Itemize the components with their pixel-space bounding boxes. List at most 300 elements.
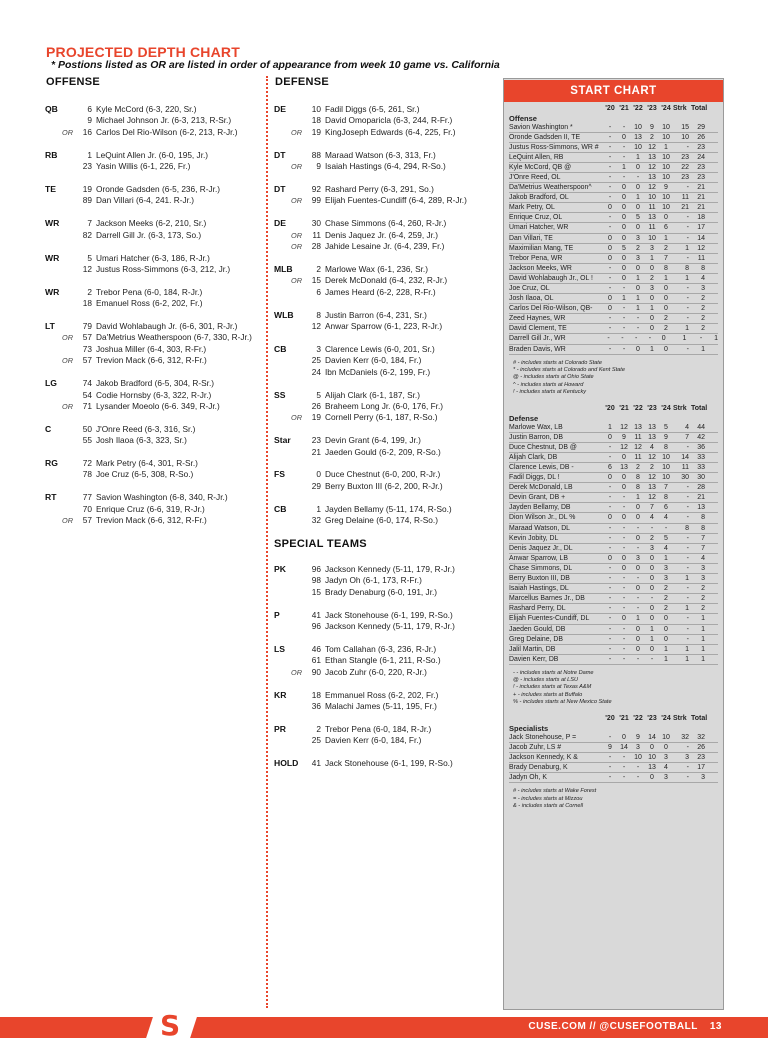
start-cell: Derek McDonald, LB [509, 484, 573, 492]
start-cell: - [648, 335, 652, 343]
or-marker [274, 115, 304, 126]
start-row [509, 503, 718, 513]
start-cell: 0 [636, 345, 640, 353]
or-marker [45, 390, 75, 401]
start-cell: 0 [664, 615, 668, 623]
start-cell: 9 [608, 743, 612, 751]
start-cell: 1 [685, 244, 689, 252]
player-row [274, 104, 489, 115]
player-name: Denis Jaquez Jr. (6-4, 259, Jr.) [325, 229, 438, 240]
start-row [509, 284, 718, 294]
start-cell: 0 [608, 305, 612, 313]
or-marker: OR [291, 276, 302, 286]
start-cell: 10 [662, 153, 670, 161]
start-cell: 2 [664, 585, 668, 593]
start-cell: 2 [636, 244, 640, 252]
start-cell: 0 [622, 204, 626, 212]
start-cell: 21 [697, 204, 705, 212]
start-cell: 36 [697, 443, 705, 451]
start-cell: 26 [697, 743, 705, 751]
start-row [509, 753, 718, 763]
player-row [274, 724, 489, 735]
start-cell: Chase Simmons, DL [509, 564, 573, 572]
start-cell: 2 [701, 295, 705, 303]
start-cell: 1 [664, 655, 668, 663]
player-name: Michael Johnson Jr. (6-3, 213, R-Sr.) [96, 115, 232, 126]
player-name: Carlos Del Rio-Wilson (6-2, 213, R-Jr.) [96, 126, 238, 137]
or-marker [45, 298, 75, 309]
start-cell: - [608, 453, 612, 461]
or-marker [274, 515, 304, 526]
start-cell: 32 [681, 733, 689, 741]
start-cell: - [686, 554, 689, 562]
start-cell: - [608, 534, 612, 542]
player-row [45, 401, 260, 412]
player-name: J'Onre Reed (6-3, 316, Sr.) [96, 423, 196, 434]
player-name: Codie Hornsby (6-3, 322, R-Jr.) [96, 389, 212, 400]
start-row [509, 463, 718, 473]
or-marker [274, 367, 304, 378]
start-cell: 11 [648, 224, 656, 232]
start-cell: - [622, 655, 626, 663]
jersey-number: 25 [311, 355, 321, 366]
start-cell: - [686, 625, 689, 633]
start-cell: 13 [634, 133, 642, 141]
player-row [274, 161, 489, 172]
start-cell: - [622, 625, 626, 633]
start-cell: 23 [697, 163, 705, 171]
player-row [45, 230, 260, 241]
player-row [274, 515, 489, 526]
jersey-number: 5 [316, 389, 321, 400]
start-cell: - [686, 285, 689, 292]
start-cell: 14 [620, 743, 628, 751]
start-cell: 3 [701, 285, 705, 292]
or-marker [274, 287, 304, 298]
start-row [509, 274, 718, 284]
jersey-number: 16 [82, 126, 92, 137]
position-label: DE [274, 104, 286, 114]
start-cell: - [608, 655, 612, 663]
position-label: C [45, 423, 52, 434]
position-group [274, 344, 489, 378]
start-chart-section [504, 104, 723, 402]
note-line: = - includes starts at Mizzou [513, 795, 583, 802]
or-marker [274, 355, 304, 366]
player-row [274, 655, 489, 666]
start-cell: J'Onre Reed, OL [509, 173, 561, 181]
start-cell: 0 [636, 534, 640, 542]
header-cell: '22 [633, 105, 643, 112]
start-cell: 3 [636, 554, 640, 562]
start-cell: - [608, 625, 612, 633]
start-cell: Greg Delaine, DB [509, 635, 564, 643]
note-line: % - includes starts at New Mexico State [513, 699, 612, 706]
start-cell: 8 [701, 524, 705, 532]
start-cell: LeQuint Allen, RB [509, 153, 564, 161]
start-cell: 0 [622, 224, 626, 232]
position-label: TE [45, 183, 56, 194]
section-notes [509, 783, 718, 816]
header-cell: '21 [619, 715, 629, 723]
start-row [509, 544, 718, 554]
start-cell: Jackson Kennedy, K & [509, 754, 578, 762]
header-cell: '22 [633, 715, 643, 723]
start-cell: 17 [697, 764, 705, 772]
start-cell: Jayden Bellamy, DB [509, 504, 571, 512]
start-cell: 0 [622, 274, 626, 282]
start-cell: - [686, 214, 689, 222]
jersey-number: 8 [316, 309, 321, 320]
note-line: @ - includes starts at Ohio State [513, 374, 594, 381]
jersey-number: 18 [82, 298, 92, 309]
player-name: Justus Ross-Simmons (6-3, 212, Jr.) [96, 263, 231, 274]
start-cell: 0 [650, 564, 654, 572]
or-marker: OR [62, 516, 73, 526]
position-label: P [274, 609, 280, 620]
start-cell: 7 [701, 534, 705, 542]
start-cell: - [686, 564, 689, 572]
player-name: Joshua Miller (6-4, 303, R-Fr.) [96, 343, 207, 354]
start-cell: 4 [685, 423, 689, 431]
start-row [509, 133, 718, 143]
start-cell: 3 [636, 254, 640, 262]
position-label: LG [45, 378, 57, 389]
jersey-number: 88 [311, 149, 321, 160]
player-row [45, 253, 260, 264]
player-row [274, 564, 489, 575]
start-cell: - [608, 214, 612, 222]
position-group [274, 310, 489, 333]
player-row [274, 287, 489, 298]
start-cell: 8 [664, 443, 668, 451]
position-label: FS [274, 469, 285, 480]
player-name: Greg Delaine (6-0, 174, R-So.) [325, 515, 438, 526]
player-name: Trevion Mack (6-6, 312, R-Fr.) [96, 355, 207, 366]
or-marker [274, 587, 304, 598]
player-name: Jack Stonehouse (6-1, 199, R-So.) [325, 758, 453, 769]
start-cell: 8 [636, 474, 640, 482]
player-row [45, 332, 260, 343]
position-label: PR [274, 723, 286, 734]
syracuse-logo: S [160, 1009, 181, 1042]
start-cell: 0 [650, 774, 654, 782]
start-chart-section [504, 714, 723, 816]
jersey-number: 28 [311, 241, 321, 252]
player-name: Davien Kerr (6-0, 184, Fr.) [325, 355, 422, 366]
player-row [45, 424, 260, 435]
start-cell: 0 [650, 575, 654, 583]
start-cell: - [608, 133, 612, 141]
start-cell: - [608, 575, 612, 583]
header-cell: Total [691, 715, 708, 723]
or-marker: OR [291, 196, 302, 206]
start-cell: 10 [662, 133, 670, 141]
start-cell: 1 [701, 645, 705, 653]
start-cell: 1 [685, 605, 689, 613]
start-cell: 9 [650, 123, 654, 131]
player-row [45, 104, 260, 115]
or-marker [45, 504, 75, 515]
start-cell: 8 [664, 494, 668, 502]
jersey-number: 19 [311, 126, 321, 137]
position-group [274, 150, 489, 173]
start-row [509, 183, 718, 193]
player-name: Duce Chestnut (6-0, 200, R-Jr.) [325, 469, 441, 480]
player-name: Devin Grant (6-4, 199, Jr.) [325, 435, 421, 446]
player-row [274, 690, 489, 701]
start-cell: 1 [714, 335, 718, 343]
start-cell: 12 [648, 453, 656, 461]
start-cell: - [622, 524, 626, 532]
start-cell: 0 [608, 234, 612, 242]
position-group [274, 264, 489, 298]
offense-depth-chart [45, 104, 260, 538]
jersey-number: 10 [311, 104, 321, 114]
player-row [274, 469, 489, 480]
position-group [274, 690, 489, 713]
start-cell: 1 [650, 345, 654, 353]
player-row [274, 264, 489, 275]
start-cell: 0 [636, 625, 640, 633]
start-cell: 3 [685, 754, 689, 762]
player-name: Clarence Lewis (6-0, 201, Sr.) [325, 343, 435, 354]
jersey-number: 57 [82, 332, 92, 343]
jersey-number: 92 [311, 183, 321, 194]
header-cell: Total [691, 105, 708, 112]
start-cell: 11 [697, 254, 705, 262]
start-cell: 13 [648, 214, 656, 222]
start-cell: 12 [648, 474, 656, 482]
start-row [509, 493, 718, 503]
start-row [509, 345, 718, 355]
start-cell: 0 [608, 474, 612, 482]
start-row [509, 213, 718, 223]
start-cell: Rashard Perry, DL [509, 605, 566, 613]
or-marker [45, 435, 75, 446]
start-cell: Denis Jaquez Jr., DL [509, 544, 573, 552]
section-label: Specialists [509, 723, 549, 733]
start-cell: 0 [664, 305, 668, 313]
player-row [274, 481, 489, 492]
jersey-number: 7 [87, 218, 92, 229]
start-cell: 29 [697, 123, 705, 131]
start-cell: 0 [636, 585, 640, 593]
position-label: RT [45, 492, 57, 503]
start-cell: - [622, 544, 626, 552]
position-group [274, 504, 489, 527]
start-cell: 0 [608, 295, 612, 303]
start-row [509, 554, 718, 564]
start-cell: 3 [664, 774, 668, 782]
start-cell: Kyle McCord, QB @ [509, 163, 572, 171]
start-cell: 2 [701, 315, 705, 323]
position-label: WR [45, 218, 60, 229]
start-cell: 1 [685, 645, 689, 653]
player-name: Jackson Kennedy (5-11, 179, R-Jr.) [325, 564, 455, 575]
start-row [509, 473, 718, 483]
start-cell: 2 [664, 315, 668, 323]
player-row [274, 321, 489, 332]
player-row [274, 344, 489, 355]
start-chart-section [504, 404, 723, 712]
start-cell: 3 [650, 544, 654, 552]
player-row [274, 241, 489, 252]
start-cell: 7 [701, 544, 705, 552]
start-cell: Anwar Sparrow, LB [509, 554, 568, 562]
section-notes [509, 665, 718, 712]
start-cell: 0 [664, 285, 668, 292]
start-cell: 1 [650, 625, 654, 633]
jersey-number: 70 [82, 503, 92, 514]
start-cell: - [686, 514, 689, 522]
start-cell: 4 [701, 274, 705, 282]
position-group [45, 321, 260, 367]
start-cell: 8 [701, 514, 705, 522]
start-row [509, 433, 718, 443]
player-row [274, 621, 489, 632]
note-line: @ - includes starts at LSU [513, 677, 579, 684]
section-header [509, 404, 718, 414]
start-row [509, 443, 718, 453]
start-cell: 21 [697, 184, 705, 192]
start-cell: 10 [648, 754, 656, 762]
jersey-number: 2 [316, 263, 321, 274]
start-cell: 3 [664, 754, 668, 762]
column-divider [266, 76, 268, 1008]
player-row [274, 735, 489, 746]
start-cell: 6 [664, 224, 668, 232]
or-marker [274, 621, 304, 632]
player-name: Cornell Perry (6-1, 187, R-So.) [325, 412, 438, 423]
player-row [274, 355, 489, 366]
start-cell: - [608, 194, 612, 202]
header-cell: Total [691, 405, 708, 413]
start-cell: Marlowe Wax, LB [509, 423, 563, 431]
player-row [274, 610, 489, 621]
player-row [45, 115, 260, 126]
start-row [509, 564, 718, 574]
start-cell: 0 [608, 244, 612, 252]
start-cell: - [622, 305, 626, 313]
start-cell: 0 [622, 615, 626, 623]
start-row [509, 655, 718, 665]
start-row [509, 733, 718, 743]
start-cell: 0 [650, 554, 654, 562]
section-notes [509, 355, 718, 402]
start-cell: 10 [634, 754, 642, 762]
start-cell: Isaiah Hastings, DL [509, 585, 569, 593]
start-cell: - [622, 345, 626, 353]
start-cell: 0 [636, 635, 640, 643]
start-cell: - [686, 494, 689, 502]
player-name: Elijah Fuentes-Cundiff (6-4, 289, R-Jr.) [325, 195, 467, 206]
start-cell: 28 [697, 484, 705, 492]
start-cell: 2 [701, 595, 705, 603]
jersey-number: 96 [311, 621, 321, 632]
player-name: Tom Callahan (6-3, 236, R-Jr.) [325, 644, 437, 654]
defense-heading: DEFENSE [275, 76, 330, 88]
section-label: Defense [509, 413, 539, 423]
note-line: ! - includes starts at Kentucky [513, 388, 587, 395]
start-cell: - [686, 635, 689, 643]
player-name: Rashard Perry (6-3, 291, So.) [325, 183, 434, 194]
start-cell: 23 [681, 173, 689, 181]
position-label: WR [45, 286, 60, 297]
start-cell: - [608, 764, 612, 772]
start-cell: 12 [634, 443, 642, 451]
start-cell: 13 [634, 423, 642, 431]
start-cell: 1 [636, 274, 640, 282]
or-marker [274, 655, 304, 666]
header-cell [509, 404, 603, 414]
player-row [45, 469, 260, 480]
start-cell: - [636, 595, 640, 603]
player-row [274, 367, 489, 378]
start-cell: 0 [622, 234, 626, 242]
start-cell: - [686, 585, 689, 593]
start-cell: - [608, 595, 612, 603]
player-row [45, 321, 260, 332]
jersey-number: 9 [316, 161, 321, 172]
start-cell: 26 [697, 133, 705, 141]
start-cell: Kevin Jobity, DL [509, 534, 559, 542]
start-cell: 2 [701, 325, 705, 333]
start-cell: Devin Grant, DB + [509, 494, 566, 502]
header-cell: Strk [673, 105, 687, 112]
start-cell: 3 [701, 564, 705, 572]
or-marker [45, 115, 75, 126]
player-name: Trebor Pena (6-0, 184, R-Jr.) [325, 723, 432, 734]
start-cell: Berry Buxton III, DB [509, 575, 570, 583]
position-group [45, 218, 260, 241]
or-marker [274, 447, 304, 458]
start-cell: 1 [636, 305, 640, 313]
player-row [274, 218, 489, 229]
position-group [274, 469, 489, 492]
header-cell: '23 [647, 105, 657, 112]
player-row [274, 587, 489, 598]
player-name: Dan Villari (6-4, 241. R-Jr.) [96, 195, 195, 206]
start-cell: 3 [664, 575, 668, 583]
player-name: Josh Ilaoa (6-3, 323, Sr.) [96, 435, 187, 446]
player-name: Darrell Gill Jr. (6-3, 173, So.) [96, 229, 202, 240]
note-line: - - includes starts at Notre Dame [513, 669, 594, 676]
start-cell: 2 [664, 605, 668, 613]
start-cell: 32 [697, 733, 705, 741]
start-cell: 0 [664, 625, 668, 633]
start-cell: 3 [701, 575, 705, 583]
start-row [509, 534, 718, 544]
start-cell: 13 [648, 173, 656, 181]
position-group [45, 150, 260, 173]
start-cell: - [686, 295, 689, 303]
start-cell: Joe Cruz, OL [509, 285, 550, 292]
start-cell: - [622, 605, 626, 613]
start-cell: - [608, 484, 612, 492]
or-marker [45, 264, 75, 275]
start-cell: - [686, 544, 689, 552]
start-cell: 30 [681, 474, 689, 482]
start-cell: - [608, 264, 612, 272]
player-row [274, 401, 489, 412]
start-cell: 33 [697, 453, 705, 461]
start-cell: - [608, 224, 612, 232]
or-marker: OR [62, 401, 73, 411]
start-cell: 10 [648, 194, 656, 202]
start-row [509, 773, 718, 783]
start-cell: - [686, 315, 689, 323]
